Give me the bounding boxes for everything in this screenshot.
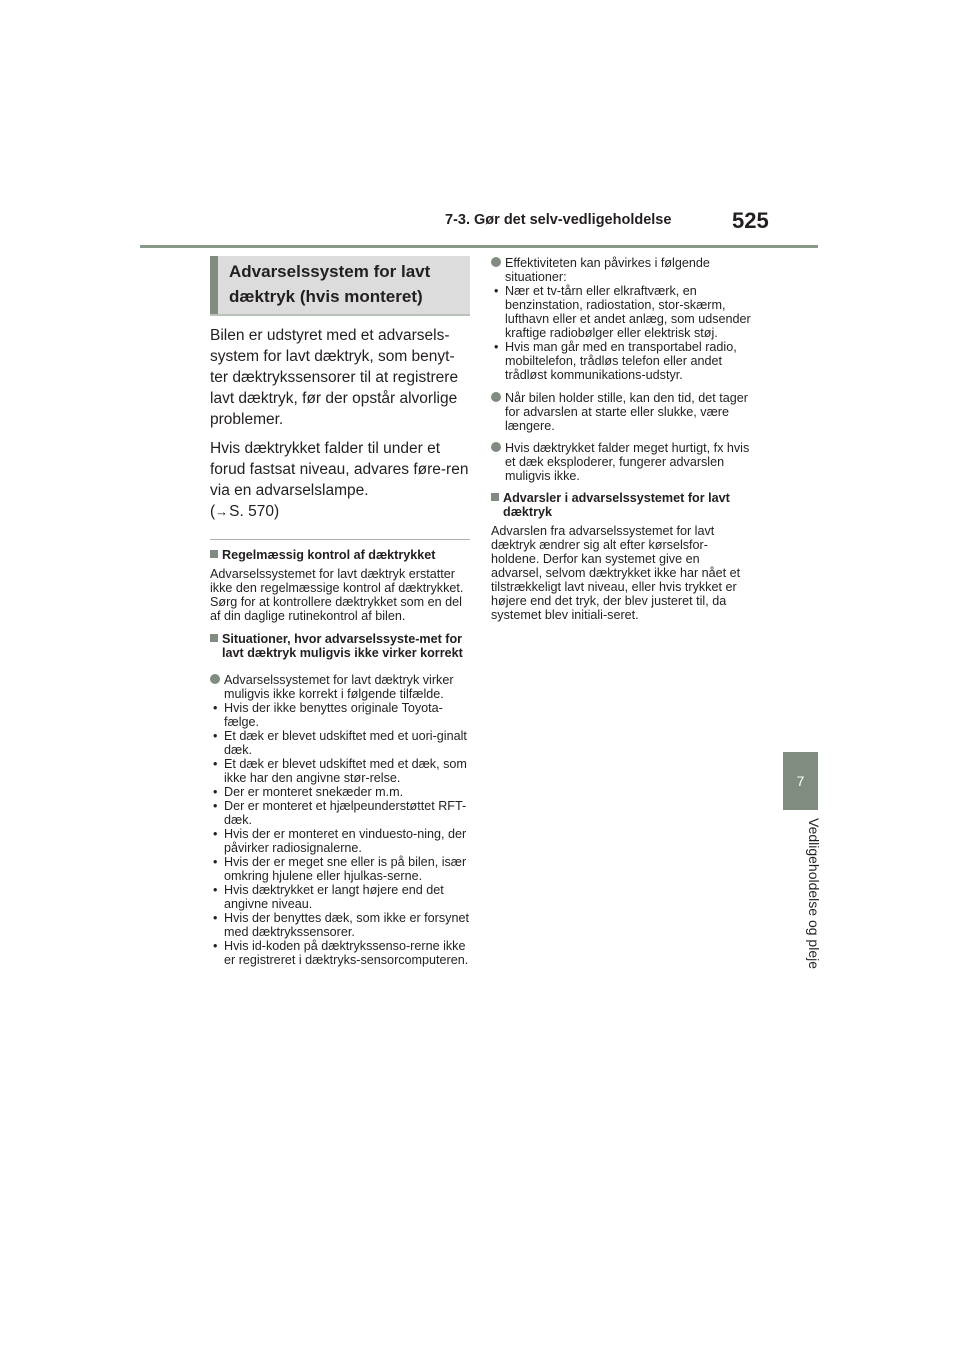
list-item — [210, 701, 470, 729]
effectiveness-intro-text: Effektiviteten kan påvirkes i følgende situationer: — [505, 256, 710, 284]
reference-text: S. 570) — [229, 503, 280, 520]
list-item — [210, 883, 470, 911]
situations-intro-text: Advarselssystemet for lavt dæktryk virker muligvis ikke korrekt i følgende tilfælde. — [224, 673, 454, 701]
regular-check-heading — [210, 548, 470, 562]
spacer — [210, 665, 470, 673]
list-item-text: Et dæk er blevet udskiftet med et dæk, som ikke har den angivne stør-relse. — [224, 757, 467, 785]
list-item — [210, 799, 470, 827]
circle-bullet-icon — [210, 674, 220, 684]
left-column — [210, 256, 470, 976]
main-heading-line2: dæktryk (hvis monteret) — [229, 287, 423, 306]
circle-bullet-icon — [491, 442, 501, 452]
list-item-text: Hvis der ikke benyttes originale Toyota-fælge. — [224, 701, 443, 729]
list-item — [210, 785, 470, 799]
spacer — [491, 433, 753, 441]
page-reference-link[interactable] — [210, 503, 279, 520]
list-item-text: Hvis dæktrykket er langt højere end det angivne niveau. — [224, 883, 444, 911]
intro-text — [210, 325, 470, 522]
dot-bullet-icon: • — [213, 757, 218, 771]
dot-bullet-icon: • — [213, 911, 218, 925]
situations-intro — [210, 673, 470, 701]
list-item — [210, 939, 470, 967]
dot-bullet-icon: • — [494, 284, 499, 298]
list-item-text: Der er monteret et hjælpeunderstøttet RFT-dæk. — [224, 799, 467, 827]
regular-check-title: Regelmæssig kontrol af dæktrykket — [222, 548, 436, 562]
list-item-text: Hvis der er meget sne eller is på bilen, især omkring hjulene eller hjulkas-serne. — [224, 855, 467, 883]
warnings-title: Advarsler i advarselssystemet for lavt dæktryk — [503, 491, 730, 519]
section-divider — [210, 539, 470, 540]
dot-bullet-icon: • — [494, 340, 499, 354]
intro-paragraph-2-text: Hvis dæktrykket falder til under et forud fastsat niveau, advares føre-ren via en advarselslampe. — [210, 440, 469, 499]
page-number: 525 — [732, 208, 769, 233]
list-item — [491, 340, 753, 382]
chapter-title: Vedligeholdelse og pleje — [806, 818, 822, 970]
list-item — [491, 284, 753, 340]
effectiveness-intro — [491, 256, 753, 284]
square-bullet-icon — [491, 493, 499, 501]
list-item — [210, 911, 470, 939]
circle-bullet-icon — [491, 257, 501, 267]
heading-underline — [210, 314, 470, 316]
dot-bullet-icon: • — [213, 729, 218, 743]
dot-bullet-icon: • — [213, 939, 218, 953]
list-item-text: Hvis der benyttes dæk, som ikke er forsynet med dæktrykssensorer. — [224, 911, 469, 939]
header-divider — [140, 245, 818, 248]
intro-paragraph-1: Bilen er udstyret med et advarsels-system for lavt dæktryk, som benyt-ter dæktrykssensorer til at registrere lavt dæktryk, før der opstår alvorlige problemer. — [210, 327, 459, 428]
situations-heading — [210, 632, 470, 660]
list-item-text: Der er monteret snekæder m.m. — [224, 785, 404, 799]
list-item — [210, 855, 470, 883]
arrow-right-icon: → — [215, 504, 229, 519]
situations-list — [210, 701, 470, 967]
rapid-drop-note — [491, 441, 753, 483]
standstill-text: Når bilen holder stille, kan den tid, det tager for advarslen at starte eller slukke, være længere. — [505, 391, 748, 433]
main-heading — [210, 256, 470, 314]
list-item — [210, 757, 470, 785]
dot-bullet-icon: • — [213, 799, 218, 813]
square-bullet-icon — [210, 550, 218, 558]
dot-bullet-icon: • — [213, 855, 218, 869]
list-item-text: Et dæk er blevet udskiftet med et uori-ginalt dæk. — [224, 729, 467, 757]
intro-paragraph-2 — [210, 438, 470, 522]
section-header: 7-3. Gør det selv-vedligeholdelse — [445, 212, 672, 228]
dot-bullet-icon: • — [213, 883, 218, 897]
dot-bullet-icon: • — [213, 785, 218, 799]
dot-bullet-icon: • — [213, 701, 218, 715]
main-heading-line1: Advarselssystem for lavt — [229, 262, 431, 281]
list-item-text: Hvis id-koden på dæktrykssenso-rerne ikke er registreret i dæktryks-sensorcomputeren. — [224, 939, 469, 967]
warnings-heading — [491, 491, 753, 519]
list-item-text: Hvis der er monteret en vinduesto-ning, der påvirker radiosignalerne. — [224, 827, 467, 855]
list-item-text: Nær et tv-tårn eller elkraftværk, en benzinstation, radiostation, stor-skærm, lufthavn eller et andet anlæg, som udsender kraftige radiobølger eller elektrisk støj. — [505, 284, 751, 340]
chapter-tab[interactable]: 7 — [783, 752, 818, 810]
dot-bullet-icon: • — [213, 827, 218, 841]
square-bullet-icon — [210, 634, 218, 642]
standstill-note — [491, 391, 753, 433]
right-column — [491, 256, 753, 631]
reference-open: ( — [210, 503, 216, 520]
circle-bullet-icon — [491, 392, 501, 402]
list-item-text: Hvis man går med en transportabel radio, mobiltelefon, trådløs telefon eller andet trådløst kommunikations-udstyr. — [505, 340, 737, 382]
regular-check-text: Advarselssystemet for lavt dæktryk erstatter ikke den regelmæssige kontrol af dæktrykket. Sørg for at kontrollere dæktrykket som en del af din daglige rutinekontrol af bilen. — [210, 567, 464, 623]
situations-title: Situationer, hvor advarselssyste-met for lavt dæktryk muligvis ikke virker korrekt — [222, 632, 463, 660]
list-item — [210, 729, 470, 757]
effectiveness-list — [491, 284, 753, 382]
list-item — [210, 827, 470, 855]
warnings-text: Advarslen fra advarselssystemet for lavt dæktryk ændrer sig alt efter kørselsfor-holdene. Derfor kan systemet give en advarsel, selvom dæktrykket ikke har nået et tilstrækkeligt lavt niveau, eller hvis trykket er højere end det tryk, der blev justeret til, da systemet blev initiali-seret. — [491, 524, 741, 622]
spacer — [491, 483, 753, 491]
rapid-drop-text: Hvis dæktrykket falder meget hurtigt, fx hvis et dæk eksploderer, fungerer advarslen muligvis ikke. — [505, 441, 750, 483]
